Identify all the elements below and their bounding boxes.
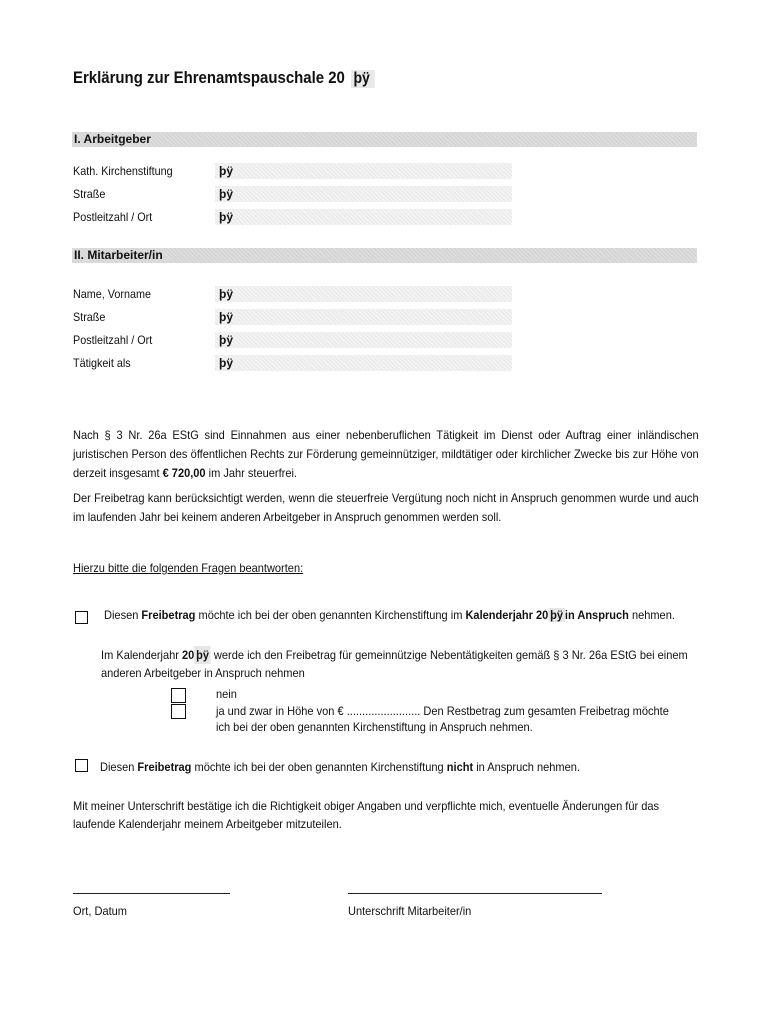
option-decline-bold-1: Freibetrag (137, 760, 192, 774)
option-decline-text-2: möchte ich bei der oben genannten Kirchenstiftung (191, 760, 447, 774)
option-decline-text (100, 760, 580, 774)
instruction-text: Hierzu bitte die folgenden Fragen beantworten: (73, 561, 304, 575)
other-employer-year-prefix: 20 (182, 648, 195, 662)
option-claim-text (104, 608, 675, 622)
date-signature-line (73, 893, 230, 894)
year-input[interactable]: þÿ (351, 70, 375, 88)
employee-street-input[interactable]: þÿ (215, 309, 512, 325)
kirchenstiftung-input[interactable]: þÿ (215, 163, 512, 179)
employee-postcode-city-input[interactable]: þÿ (215, 332, 512, 348)
yes-label-line2: ich bei der oben genannten Kirchenstiftung in Anspruch nehmen. (216, 720, 533, 734)
option-decline-text-3: in Anspruch nehmen. (473, 760, 580, 774)
claim-year-input[interactable]: þÿ (550, 608, 564, 622)
label-employee-postcode-city: Postleitzahl / Ort (73, 333, 153, 347)
other-employer-paragraph (101, 646, 690, 682)
option-claim-text-2: möchte ich bei der oben genannten Kirchenstiftung im (195, 608, 466, 622)
employer-postcode-city-input[interactable]: þÿ (215, 209, 512, 225)
form-title (73, 68, 375, 88)
employer-street-input[interactable]: þÿ (215, 186, 512, 202)
option-decline-bold-2: nicht (446, 760, 474, 774)
section-employee-heading: II. Mitarbeiter/in (72, 248, 697, 263)
name-input[interactable]: þÿ (215, 286, 512, 302)
other-employer-year-input[interactable]: þÿ (196, 648, 210, 662)
option-claim-bold-1: Freibetrag (141, 608, 196, 622)
employee-signature-line (348, 893, 602, 894)
option-claim-text-3: nehmen. (628, 608, 675, 622)
option-claim-bold-2: Kalenderjahr 20 (465, 608, 549, 622)
other-employer-text-2: werde ich den Freibetrag für gemeinnützige Nebentätigkeiten gemäß § 3 Nr. 26a EStG bei einem anderen Arbeitgeber in Anspruch nehmen (101, 648, 688, 680)
label-employer-postcode-city: Postleitzahl / Ort (73, 210, 153, 224)
legal-paragraph (73, 426, 699, 483)
activity-input[interactable]: þÿ (215, 355, 512, 371)
form-title-text: Erklärung zur Ehrenamtspauschale 20 (73, 68, 345, 87)
claim-allowance-checkbox[interactable] (75, 611, 88, 624)
legal-text-start: Nach § 3 Nr. 26a EStG sind Einnahmen aus einer nebenberuflichen Tätigkeit im Dienst oder Auftrag einer inländischen juristischen Person des öffentlichen Rechts zur Förderung gemeinnütziger, mildtätiger oder kirchlicher Zwecke bis zur Höhe von derzeit insgesamt (73, 428, 699, 480)
yes-checkbox[interactable] (171, 704, 186, 719)
label-kirchenstiftung: Kath. Kirchenstiftung (73, 164, 173, 178)
place-date-label: Ort, Datum (73, 904, 127, 918)
employee-signature-label: Unterschrift Mitarbeiter/in (348, 904, 472, 918)
label-employer-street: Straße (73, 187, 106, 201)
legal-text-end: im Jahr steuerfrei. (205, 466, 298, 480)
no-label: nein (216, 687, 237, 701)
allowance-amount: € 720,00 (162, 466, 206, 480)
section-employer-heading: I. Arbeitgeber (72, 132, 697, 147)
option-claim-bold-3: in Anspruch (564, 608, 629, 622)
no-checkbox[interactable] (171, 688, 186, 703)
confirmation-text: Mit meiner Unterschrift bestätige ich die Richtigkeit obiger Angaben und verpflichte mich, eventuelle Änderungen für das laufende Kalenderjahr meinem Arbeitgeber mitzuteilen. (73, 799, 660, 831)
option-decline-text-1: Diesen (100, 760, 138, 774)
other-employer-text-1: Im Kalenderjahr (101, 648, 183, 662)
allowance-condition-paragraph: Der Freibetrag kann berücksichtigt werden, wenn die steuerfreie Vergütung noch nicht in Anspruch genommen wurde und auch im laufenden Jahr bei keinem anderen Arbeitgeber in Anspruch genommen werden soll. (73, 491, 699, 524)
option-claim-text-1: Diesen (104, 608, 142, 622)
label-employee-street: Straße (73, 310, 106, 324)
label-activity: Tätigkeit als (73, 356, 131, 370)
yes-label-line1: ja und zwar in Höhe von € ........................ Den Restbetrag zum gesamten Freibetrag möchte (216, 704, 669, 718)
decline-allowance-checkbox[interactable] (75, 759, 88, 772)
label-name: Name, Vorname (73, 287, 152, 301)
